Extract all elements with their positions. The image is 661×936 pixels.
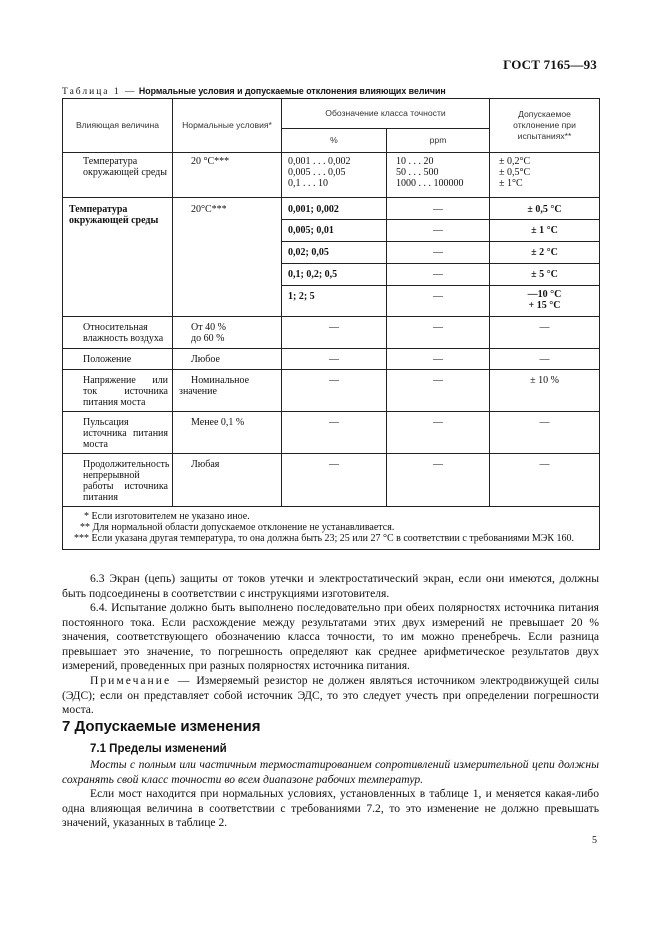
cell-quantity: Относительная влажность воздуха (63, 317, 173, 349)
table-note: ** Для нормальной области допускаемое отклонение не устанавливается. (80, 522, 395, 534)
cell-percent: 1; 2; 5 (282, 286, 387, 317)
table-row (63, 198, 600, 220)
cell-normal: Любая (173, 454, 282, 507)
header-deviation: Допускаемое отклонение при испытаниях** (490, 99, 600, 153)
section-7-heading: 7 Допускаемые изменения (62, 718, 261, 735)
cell-deviation: ± 0,2°C ± 0,5°C ± 1°C (490, 153, 600, 198)
cell-deviation: —10 °C + 15 °C (490, 286, 600, 317)
cell-quantity: Продолжительность непрерывной работы источника питания (63, 454, 173, 507)
header-normal: Нормальные условия* (173, 99, 282, 153)
table-caption (62, 86, 446, 97)
table-note: * Если изготовителем не указано иное. (84, 511, 250, 522)
cell-normal: Номинальное значение (173, 370, 282, 412)
cell-ppm: — (387, 454, 490, 507)
cell-normal: 20 °C*** (173, 153, 282, 198)
cell-quantity: Положение (63, 349, 173, 370)
header-accuracy: Обозначение класса точности (282, 99, 490, 129)
cell-normal: 20°C*** (173, 198, 282, 317)
table-notes-row (63, 507, 600, 550)
table-note: *** Если указана другая температура, то она должна быть 23; 25 или 27 °C в соответствии с требованиями МЭК 160. (74, 533, 574, 545)
cell-percent: — (282, 412, 387, 454)
cell-ppm: — (387, 220, 490, 242)
cell-deviation: — (490, 317, 600, 349)
section-7-1-heading: 7.1 Пределы изменений (90, 743, 227, 755)
table-row (63, 412, 600, 454)
cell-quantity: Пульсация источника питания моста (63, 412, 173, 454)
document-header: ГОСТ 7165—93 (503, 57, 597, 72)
table-caption-title: Нормальные условия и допускаемые отклонения влияющих величин (138, 86, 446, 96)
cell-quantity: Температура окружающей среды (63, 198, 173, 317)
cell-percent: — (282, 454, 387, 507)
cell-normal: Любое (173, 349, 282, 370)
cell-ppm: — (387, 370, 490, 412)
cell-percent: — (282, 317, 387, 349)
cell-deviation: ± 10 % (490, 370, 600, 412)
cell-percent: 0,1; 0,2; 0,5 (282, 264, 387, 286)
paragraph-7-1-text: Если мост находится при нормальных условиях, установленных в таблице 1, и меняется какая-либо одна влияющая величина в соответствии с требованиями 7.2, то это изменение не должно превышать значений, указанных в таблице 2. (62, 787, 599, 829)
paragraph-7-1-italic: Мосты с полным или частичным термостатированием сопротивлений измерительной цепи должны сохранять свой класс точности во всем диапазоне рабочих температур. (62, 758, 599, 786)
note-paragraph (62, 674, 599, 718)
cell-ppm: — (387, 317, 490, 349)
cell-quantity: Температура окружающей среды (63, 153, 173, 198)
header-ppm: ppm (387, 129, 490, 153)
table-notes (63, 507, 600, 550)
cell-deviation: ± 1 °C (490, 220, 600, 242)
cell-percent: 0,005; 0,01 (282, 220, 387, 242)
cell-ppm: — (387, 198, 490, 220)
cell-deviation: ± 5 °C (490, 264, 600, 286)
cell-deviation: — (490, 454, 600, 507)
cell-ppm: — (387, 242, 490, 264)
cell-ppm: 10 . . . 20 50 . . . 500 1000 . . . 100000 (387, 153, 490, 198)
cell-deviation: ± 2 °C (490, 242, 600, 264)
paragraph-6-4: 6.4. Испытание должно быть выполнено последовательно при обеих полярностях источника питания постоянного тока. Если расхождение между результатами этих двух измерений не превышает 20 % значения, соответствующего обозначению класса точности, то им можно пренебречь. Если разница превышает это значение, то погрешность определяют как среднее арифметическое результатов двух измерений, проведенных при разных полярностях источника питания. (62, 601, 599, 672)
page-number: 5 (592, 835, 597, 846)
header-percent: % (282, 129, 387, 153)
cell-deviation: ± 0,5 °C (490, 198, 600, 220)
table-row (63, 153, 600, 198)
cell-ppm: — (387, 412, 490, 454)
influence-table (62, 98, 600, 550)
cell-ppm: — (387, 349, 490, 370)
cell-normal: Менее 0,1 % (173, 412, 282, 454)
table-row (63, 454, 600, 507)
table-caption-prefix: Таблица 1 — (62, 87, 137, 97)
note-text: Измеряемый резистор не должен являться источником электродвижущей силы (ЭДС); если он представляет собой источник ЭДС, то это следует учесть при определении погрешности моста. (62, 674, 600, 716)
cell-percent: 0,02; 0,05 (282, 242, 387, 264)
cell-ppm: — (387, 264, 490, 286)
cell-ppm: — (387, 286, 490, 317)
header-quantity: Влияющая величина (63, 99, 173, 153)
cell-normal: От 40 % до 60 % (173, 317, 282, 349)
cell-deviation: — (490, 412, 600, 454)
cell-percent: 0,001; 0,002 (282, 198, 387, 220)
cell-quantity: Напряжение или ток источника питания моста (63, 370, 173, 412)
note-label: Примечание — (90, 674, 192, 687)
table-row (63, 370, 600, 412)
cell-percent: 0,001 . . . 0,002 0,005 . . . 0,05 0,1 . . . 10 (282, 153, 387, 198)
table-row (63, 317, 600, 349)
cell-percent: — (282, 370, 387, 412)
table-row (63, 349, 600, 370)
cell-deviation: — (490, 349, 600, 370)
paragraph-6-3: 6.3 Экран (цепь) защиты от токов утечки и электростатический экран, если они имеются, должны быть подсоединены в соответствии с инструкциями изготовителя. (62, 572, 599, 600)
cell-percent: — (282, 349, 387, 370)
